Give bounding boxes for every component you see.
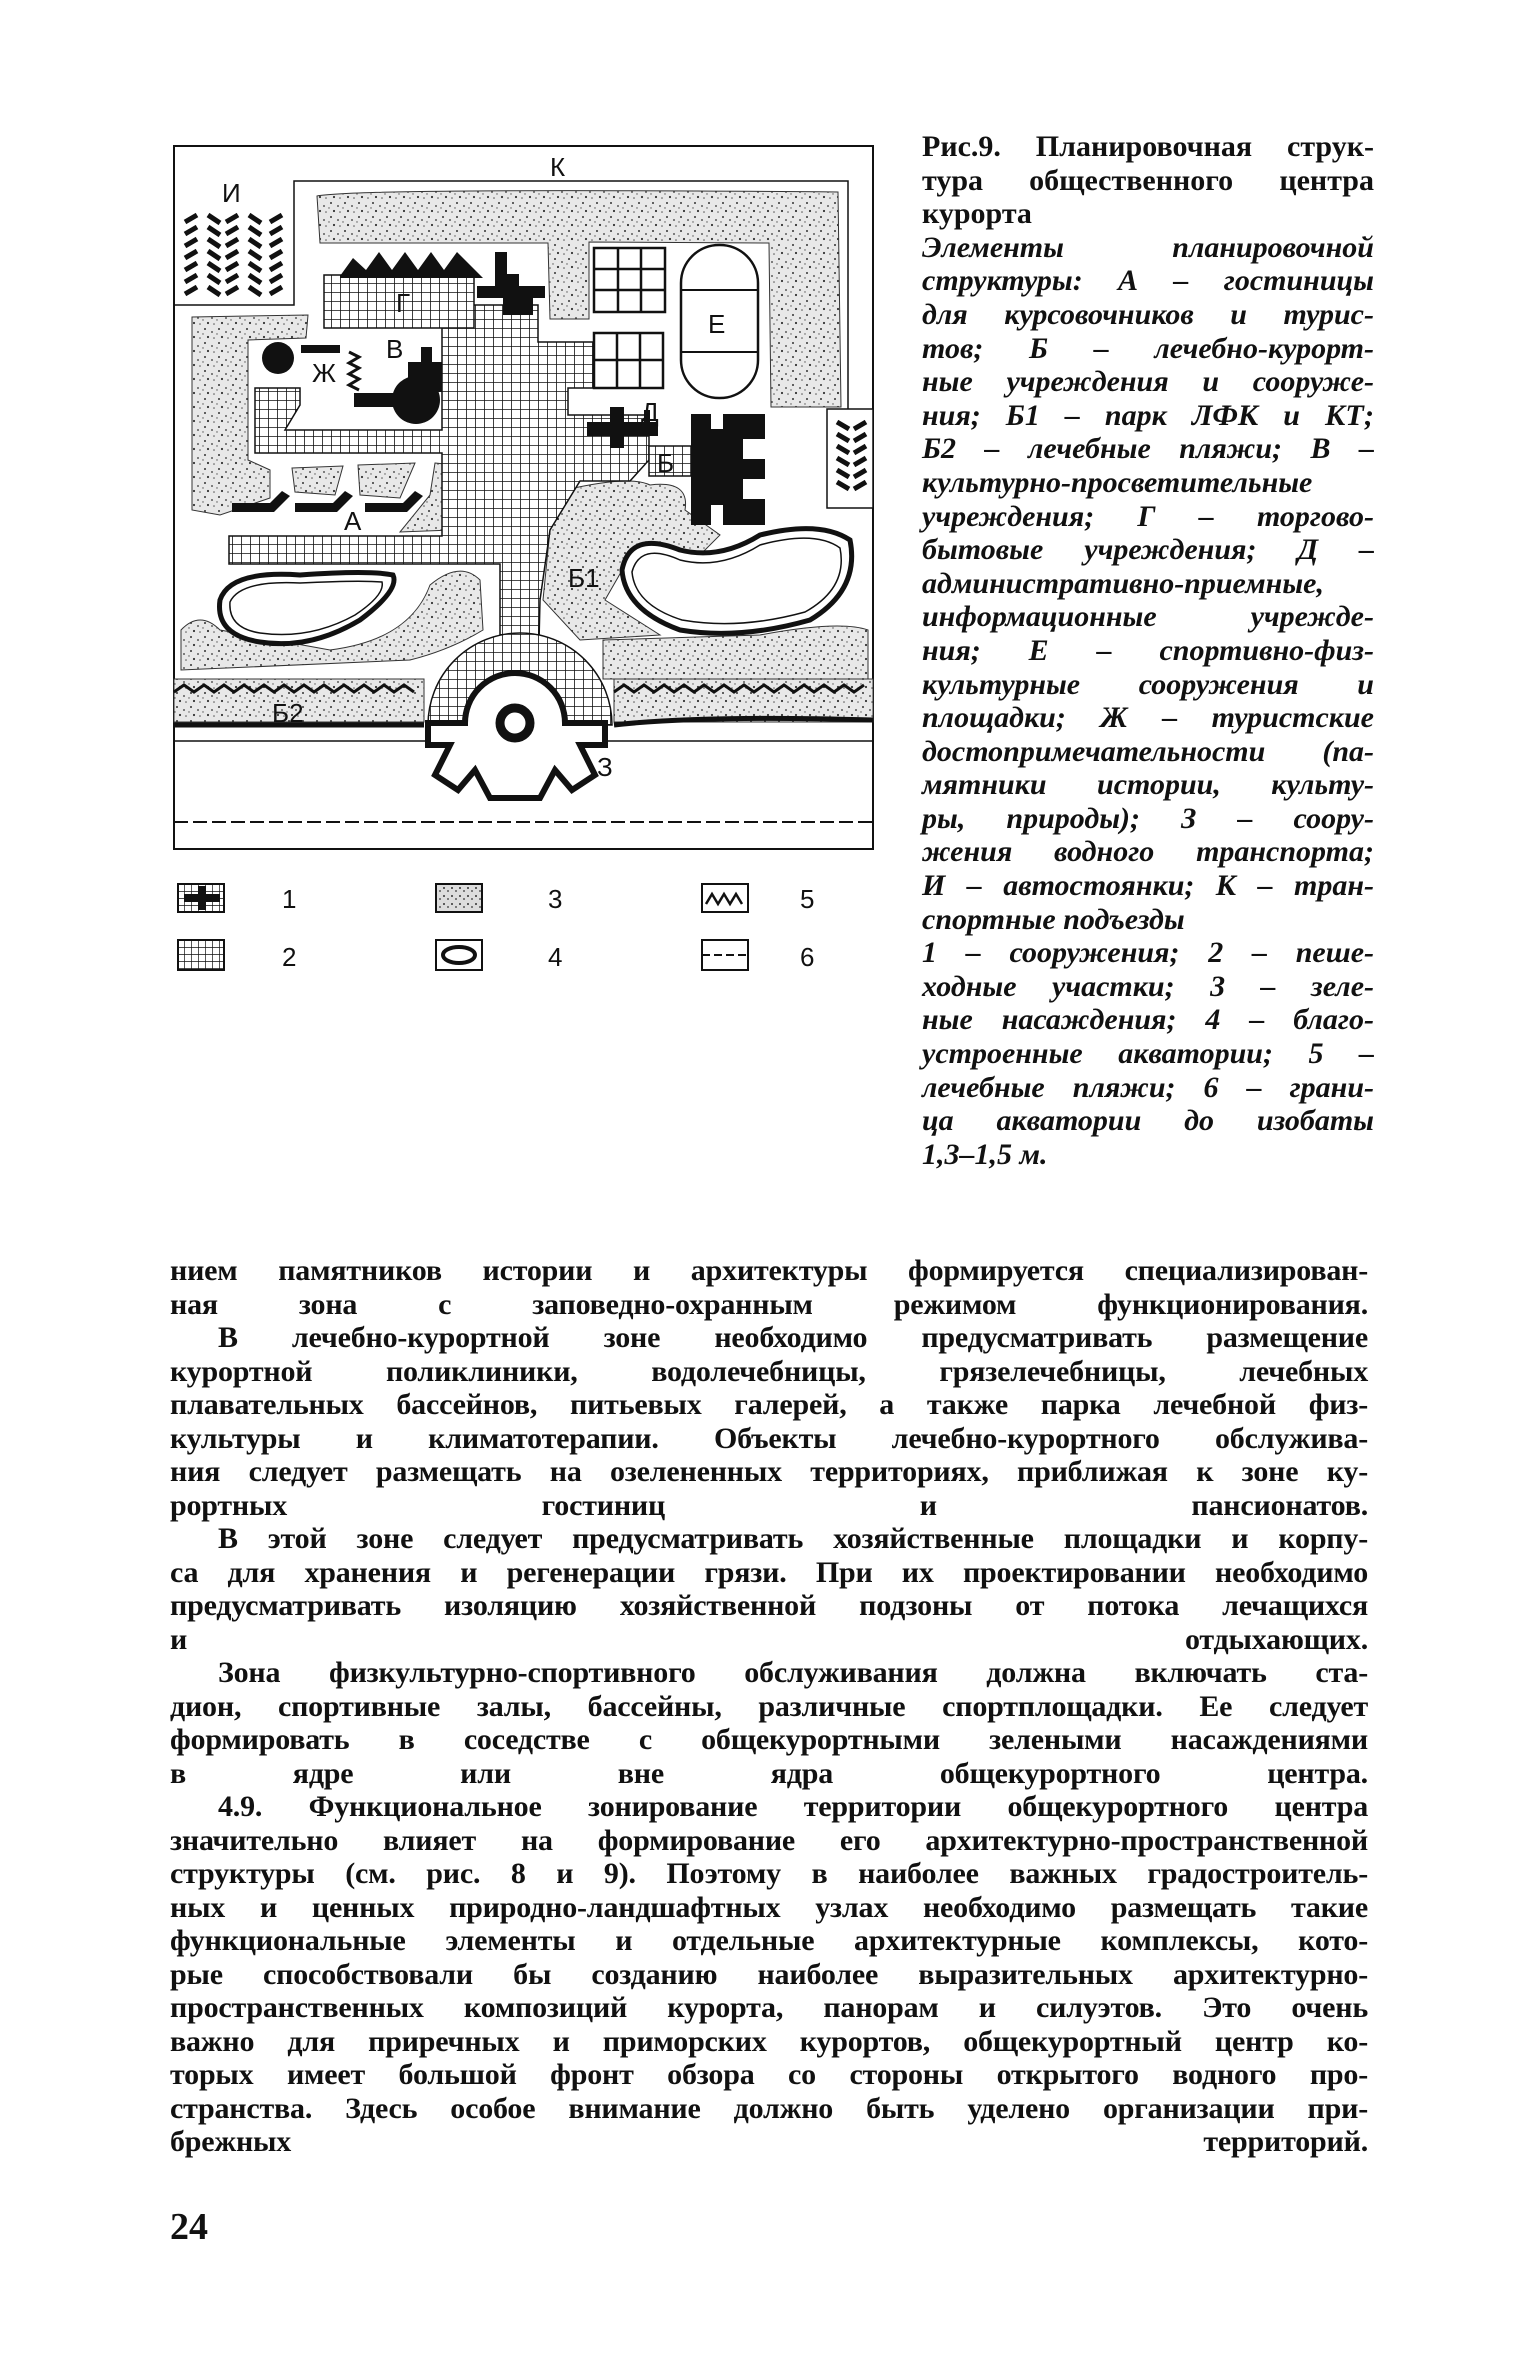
caption-line: культурно-просветительные bbox=[922, 465, 1313, 499]
text-line: нием памятников истории и архитектуры формируется специализирован- bbox=[170, 1254, 1368, 1287]
caption-line: Б2 – лечебные пляжи; В – bbox=[922, 432, 1374, 466]
text-line: функциональные элементы и отдельные архитектурные комплексы, кото- bbox=[170, 1924, 1368, 1957]
caption-line: ры, природы); З – соору- bbox=[922, 801, 1374, 835]
caption-line: ные учреждения и сооруже- bbox=[922, 365, 1374, 399]
caption-line: жения водного транспорта; bbox=[922, 835, 1374, 869]
caption-line: достопримечательности (па- bbox=[922, 734, 1374, 768]
caption-line: учреждения; Г – торгово- bbox=[922, 499, 1374, 533]
page-number: 24 bbox=[170, 2206, 208, 2248]
label-b1: Б1 bbox=[568, 563, 600, 593]
legend-structures-icon bbox=[178, 884, 224, 912]
label-b: Б bbox=[657, 448, 675, 478]
text-line: предусматривать изоляцию хозяйственной подзоны от потока лечащихся bbox=[170, 1589, 1368, 1622]
text-line: ных и ценных природно-ландшафтных узлах необходимо размещать такие bbox=[170, 1890, 1368, 1924]
caption-line: для курсовочников и турис- bbox=[922, 297, 1374, 331]
text-line: и отдыхающих. bbox=[170, 1622, 1368, 1656]
caption-title bbox=[922, 130, 1374, 231]
caption-line: мятники истории, культу- bbox=[922, 768, 1374, 802]
caption-line: информационные учрежде- bbox=[922, 600, 1374, 634]
label-d: Д bbox=[641, 397, 659, 427]
legend-number-6: 6 bbox=[800, 942, 815, 972]
label-g: Г bbox=[396, 288, 411, 318]
caption-line: тура общественного центра bbox=[922, 163, 1374, 197]
label-i: И bbox=[222, 178, 241, 208]
paragraph bbox=[170, 1656, 1368, 1790]
label-z: З bbox=[597, 752, 613, 782]
caption-line: спортные подъезды bbox=[922, 902, 1185, 936]
text-line: В лечебно-курортной зоне необходимо предусматривать размещение bbox=[218, 1321, 1368, 1354]
caption-legend-explanation bbox=[922, 936, 1374, 1171]
legend-greenery-icon bbox=[436, 884, 482, 912]
paragraph bbox=[170, 1522, 1368, 1656]
text-line: важно для приречных и приморских курортов, общекурортный центр ко- bbox=[170, 2024, 1368, 2058]
legend-symbols bbox=[170, 870, 870, 990]
text-line: ния следует размещать на озелененных территориях, приближая к зоне ку- bbox=[170, 1455, 1368, 1488]
label-b2: Б2 bbox=[272, 698, 304, 728]
caption-line: Рис.9. Планировочная струк- bbox=[922, 130, 1374, 163]
text-line: 4.9. Функциональное зонирование территории общекурортного центра bbox=[218, 1790, 1368, 1823]
text-line: значительно влияет на формирование его архитектурно-пространственной bbox=[170, 1823, 1368, 1857]
caption-line: 1,3–1,5 м. bbox=[922, 1137, 1048, 1171]
text-line: странства. Здесь особое внимание должно быть уделено организации при- bbox=[170, 2091, 1368, 2125]
caption-line: курорта bbox=[922, 197, 1032, 231]
caption-line: бытовые учреждения; Д – bbox=[922, 533, 1374, 567]
text-line: формировать в соседстве с общекурортными зелеными насаждениями bbox=[170, 1723, 1368, 1756]
caption-elements bbox=[922, 231, 1374, 936]
caption-line: устроенные акватории; 5 – bbox=[922, 1037, 1374, 1071]
body-text bbox=[170, 1254, 1368, 2159]
legend-number-1: 1 bbox=[282, 884, 297, 914]
text-line: пространственных композиций курорта, панорам и силуэтов. Это очень bbox=[170, 1991, 1368, 2024]
paragraph bbox=[170, 1790, 1368, 2159]
text-line: плавательных бассейнов, питьевых галерей, а также парка лечебной физ- bbox=[170, 1388, 1368, 1421]
label-zh: Ж bbox=[312, 358, 337, 388]
legend-boundary-icon bbox=[702, 940, 748, 970]
caption-line: лечебные пляжи; 6 – грани- bbox=[922, 1070, 1374, 1104]
text-line: культуры и климатотерапии. Объекты лечебно-курортного обслужива- bbox=[170, 1421, 1368, 1455]
caption-line: ца акватории до изобаты bbox=[922, 1104, 1374, 1138]
caption-line: ния; Е – спортивно-физ- bbox=[922, 633, 1374, 667]
label-v: В bbox=[386, 334, 404, 364]
legend-aquatory-icon bbox=[436, 940, 482, 970]
caption-line: административно-приемные, bbox=[922, 566, 1324, 600]
caption-line: ходные участки; 3 – зеле- bbox=[922, 969, 1374, 1003]
text-line: курортной поликлиники, водолечебницы, грязелечебницы, лечебных bbox=[170, 1354, 1368, 1388]
caption-line: тов; Б – лечебно-курорт- bbox=[922, 331, 1374, 365]
legend-pedestrian-icon bbox=[178, 940, 224, 970]
caption-line: Элементы планировочной bbox=[922, 230, 1374, 264]
caption-line: структуры: А – гостиницы bbox=[922, 264, 1374, 298]
planning-structure-figure bbox=[160, 130, 880, 850]
caption-line: 1 – сооружения; 2 – пеше- bbox=[922, 936, 1374, 970]
paragraph bbox=[170, 1254, 1368, 1321]
paragraph bbox=[170, 1321, 1368, 1522]
legend-beach-icon bbox=[702, 884, 748, 912]
label-e: Е bbox=[708, 309, 726, 339]
text-line: структуры (см. рис. 8 и 9). Поэтому в наиболее важных градостроитель- bbox=[170, 1857, 1368, 1890]
figure-caption bbox=[922, 130, 1374, 1171]
figure-legend bbox=[170, 870, 870, 990]
caption-line: площадки; Ж – туристские bbox=[922, 701, 1374, 735]
caption-line: И – автостоянки; К – тран- bbox=[922, 869, 1374, 903]
text-line: в ядре или вне ядра общекурортного центра. bbox=[170, 1756, 1368, 1790]
caption-line: ния; Б1 – парк ЛФК и КТ; bbox=[922, 398, 1374, 432]
text-line: рортных гостиниц и пансионатов. bbox=[170, 1488, 1368, 1522]
text-line: са для хранения и регенерации грязи. При их проектировании необходимо bbox=[170, 1555, 1368, 1589]
text-line: Зона физкультурно-спортивного обслуживания должна включать ста- bbox=[218, 1656, 1368, 1689]
legend-number-4: 4 bbox=[548, 942, 563, 972]
label-k: К bbox=[550, 152, 566, 182]
legend-number-2: 2 bbox=[282, 942, 297, 972]
label-a: А bbox=[344, 506, 362, 536]
text-line: дион, спортивные залы, бассейны, различные спортплощадки. Ее следует bbox=[170, 1689, 1368, 1723]
text-line: ная зона с заповедно-охранным режимом функционирования. bbox=[170, 1287, 1368, 1321]
text-line: рые способствовали бы созданию наиболее выразительных архитектурно- bbox=[170, 1957, 1368, 1991]
legend-number-5: 5 bbox=[800, 884, 815, 914]
text-line: торых имеет большой фронт обзора со стороны открытого водного про- bbox=[170, 2058, 1368, 2091]
text-line: В этой зоне следует предусматривать хозяйственные площадки и корпу- bbox=[218, 1522, 1368, 1555]
caption-line: культурные сооружения и bbox=[922, 667, 1374, 701]
caption-line: ные насаждения; 4 – благо- bbox=[922, 1003, 1374, 1037]
legend-number-3: 3 bbox=[548, 884, 563, 914]
text-line: брежных территорий. bbox=[170, 2125, 1368, 2158]
